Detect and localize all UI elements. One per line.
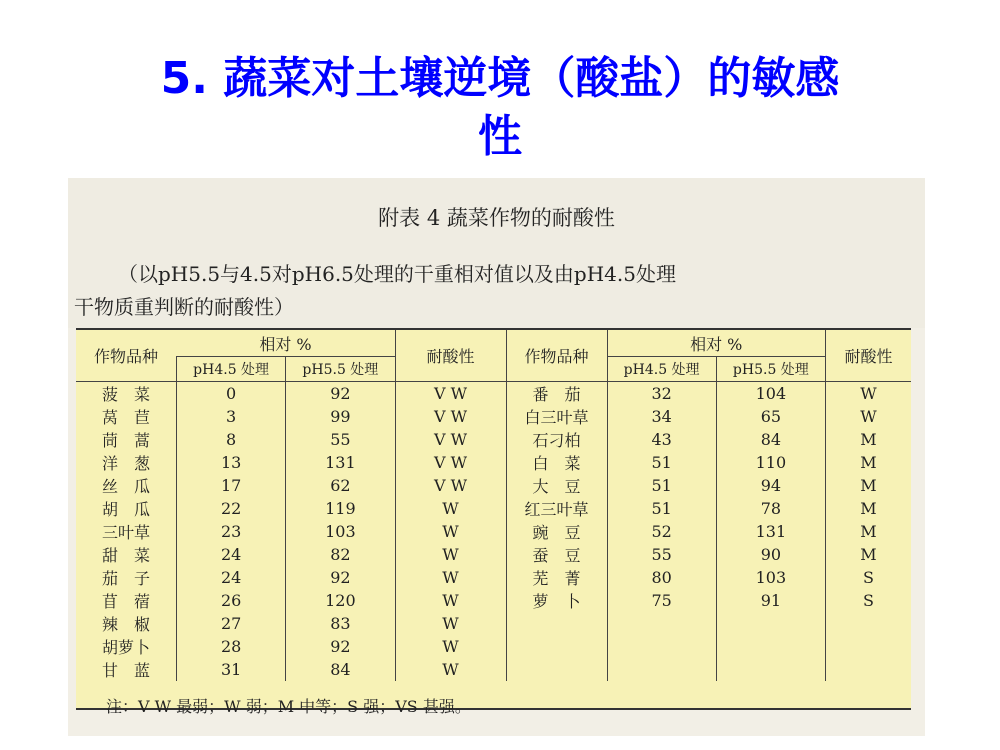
left-ph55-cell: 120: [286, 589, 395, 612]
left-ph55-cell: 55: [286, 428, 395, 451]
slide-title: [40, 50, 960, 166]
left-tolerance-cell: V W: [395, 428, 506, 451]
header-relative-left: 相对 %: [177, 330, 396, 357]
table-subcaption-2: 干物质重判断的耐酸性）: [74, 295, 294, 319]
right-ph45-cell: 34: [607, 405, 716, 428]
table-note: 注：V W 最弱；W 弱；M 中等；S 强；VS 甚强。: [106, 697, 471, 716]
header-tolerance-left: 耐酸性: [395, 330, 506, 382]
right-crop-cell: 萝 卜: [506, 589, 607, 612]
header-ph55-right: pH5.5 处理: [716, 357, 825, 382]
left-ph55-cell: 62: [286, 474, 395, 497]
left-ph55-cell: 119: [286, 497, 395, 520]
right-ph45-cell: 55: [607, 543, 716, 566]
right-ph55-cell: 104: [716, 382, 825, 406]
right-ph55-cell: 103: [716, 566, 825, 589]
left-ph45-cell: 13: [177, 451, 286, 474]
right-tolerance-cell: M: [826, 543, 912, 566]
left-ph45-cell: 3: [177, 405, 286, 428]
right-crop-cell: 红三叶草: [506, 497, 607, 520]
right-ph45-cell: 51: [607, 497, 716, 520]
right-ph55-cell: 65: [716, 405, 825, 428]
right-tolerance-cell: [826, 612, 912, 635]
acid-tolerance-table: [76, 328, 911, 710]
left-tolerance-cell: V W: [395, 405, 506, 428]
left-crop-cell: 丝 瓜: [101, 477, 150, 496]
left-tolerance-cell: V W: [395, 451, 506, 474]
table-row: [76, 520, 911, 543]
left-ph45-cell: 24: [177, 543, 286, 566]
left-ph55-cell: 83: [286, 612, 395, 635]
right-crop-cell: 白 菜: [506, 451, 607, 474]
right-tolerance-cell: S: [826, 566, 912, 589]
slide-title-line2: 性: [478, 111, 522, 162]
right-ph55-cell: 84: [716, 428, 825, 451]
right-crop-cell: 石刁柏: [506, 428, 607, 451]
right-ph55-cell: 110: [716, 451, 825, 474]
header-tolerance-right: 耐酸性: [826, 330, 912, 382]
right-crop-cell: [506, 658, 607, 681]
right-crop-cell: 大 豆: [506, 474, 607, 497]
right-ph45-cell: 32: [607, 382, 716, 406]
right-ph45-cell: 80: [607, 566, 716, 589]
left-tolerance-cell: W: [395, 658, 506, 681]
right-ph55-cell: 90: [716, 543, 825, 566]
right-ph55-cell: 131: [716, 520, 825, 543]
left-tolerance-cell: V W: [395, 474, 506, 497]
header-ph45-right: pH4.5 处理: [607, 357, 716, 382]
left-ph45-cell: 28: [177, 635, 286, 658]
left-tolerance-cell: V W: [395, 382, 506, 406]
right-tolerance-cell: [826, 635, 912, 658]
right-tolerance-cell: M: [826, 451, 912, 474]
left-crop-cell: 胡萝卜: [101, 638, 150, 657]
left-ph55-cell: 131: [286, 451, 395, 474]
left-ph55-cell: 82: [286, 543, 395, 566]
left-ph45-cell: 8: [177, 428, 286, 451]
table-caption: 附表 4 蔬菜作物的耐酸性: [378, 206, 615, 230]
left-ph55-cell: 84: [286, 658, 395, 681]
table-row: [76, 428, 911, 451]
right-ph45-cell: 51: [607, 451, 716, 474]
table-row: [76, 474, 911, 497]
right-tolerance-cell: S: [826, 589, 912, 612]
left-ph55-cell: 103: [286, 520, 395, 543]
left-crop-cell: 辣 椒: [101, 615, 150, 634]
right-crop-cell: 白三叶草: [506, 405, 607, 428]
left-tolerance-cell: W: [395, 635, 506, 658]
right-tolerance-cell: M: [826, 520, 912, 543]
table-row: [76, 497, 911, 520]
right-tolerance-cell: M: [826, 474, 912, 497]
table-row: [76, 566, 911, 589]
scanned-table-image: [68, 178, 925, 736]
right-ph45-cell: 51: [607, 474, 716, 497]
left-ph55-cell: 92: [286, 635, 395, 658]
right-crop-cell: 蚕 豆: [506, 543, 607, 566]
table-row: [76, 658, 911, 681]
left-ph45-cell: 23: [177, 520, 286, 543]
left-tolerance-cell: W: [395, 520, 506, 543]
left-ph45-cell: 27: [177, 612, 286, 635]
left-ph55-cell: 92: [286, 566, 395, 589]
right-tolerance-cell: M: [826, 497, 912, 520]
right-crop-cell: 芜 菁: [506, 566, 607, 589]
left-tolerance-cell: W: [395, 543, 506, 566]
right-ph45-cell: [607, 658, 716, 681]
left-crop-cell: 苜 蓿: [101, 592, 150, 611]
table-row: [76, 405, 911, 428]
left-crop-cell: 洋 葱: [101, 454, 150, 473]
right-ph55-cell: [716, 612, 825, 635]
right-ph55-cell: [716, 658, 825, 681]
right-tolerance-cell: M: [826, 428, 912, 451]
right-crop-cell: 豌 豆: [506, 520, 607, 543]
left-crop-cell: 茼 蒿: [101, 431, 150, 450]
table-subcaption-1: （以pH5.5与4.5对pH6.5处理的干重相对值以及由pH4.5处理: [118, 262, 676, 286]
left-crop-cell: 菠 菜: [101, 385, 150, 404]
left-crop-cell: 茄 子: [101, 569, 150, 588]
table-row: [76, 612, 911, 635]
left-crop-cell: 甘 蓝: [101, 661, 150, 680]
left-tolerance-cell: W: [395, 497, 506, 520]
right-ph45-cell: [607, 612, 716, 635]
left-ph45-cell: 22: [177, 497, 286, 520]
right-crop-cell: [506, 635, 607, 658]
right-tolerance-cell: W: [826, 382, 912, 406]
right-tolerance-cell: [826, 658, 912, 681]
left-ph45-cell: 26: [177, 589, 286, 612]
table-row: [76, 635, 911, 658]
left-tolerance-cell: W: [395, 612, 506, 635]
right-crop-cell: [506, 612, 607, 635]
left-crop-cell: 莴 苣: [101, 408, 150, 427]
right-ph55-cell: [716, 635, 825, 658]
right-ph55-cell: 94: [716, 474, 825, 497]
right-ph45-cell: 75: [607, 589, 716, 612]
table-row: [76, 589, 911, 612]
left-crop-cell: 胡 瓜: [101, 500, 150, 519]
header-crop-right: 作物品种: [506, 330, 607, 382]
left-tolerance-cell: W: [395, 566, 506, 589]
right-ph45-cell: 52: [607, 520, 716, 543]
right-ph55-cell: 91: [716, 589, 825, 612]
left-crop-cell: 甜 菜: [101, 546, 150, 565]
header-relative-right: 相对 %: [607, 330, 826, 357]
header-ph45-left: pH4.5 处理: [177, 357, 286, 382]
left-crop-cell: 三叶草: [101, 523, 150, 542]
header-ph55-left: pH5.5 处理: [286, 357, 395, 382]
table-body: [76, 382, 911, 682]
right-crop-cell: 番 茄: [506, 382, 607, 406]
right-ph55-cell: 78: [716, 497, 825, 520]
left-ph45-cell: 17: [177, 474, 286, 497]
table-row: [76, 543, 911, 566]
table-row: [76, 451, 911, 474]
table-row: [76, 382, 911, 406]
left-ph45-cell: 31: [177, 658, 286, 681]
left-tolerance-cell: W: [395, 589, 506, 612]
right-ph45-cell: [607, 635, 716, 658]
header-crop-left: 作物品种: [76, 330, 177, 382]
right-ph45-cell: 43: [607, 428, 716, 451]
left-ph55-cell: 92: [286, 382, 395, 406]
left-ph55-cell: 99: [286, 405, 395, 428]
slide-title-line1: 5. 蔬菜对土壤逆境（酸盐）的敏感: [160, 53, 840, 104]
left-ph45-cell: 0: [177, 382, 286, 406]
right-tolerance-cell: W: [826, 405, 912, 428]
left-ph45-cell: 24: [177, 566, 286, 589]
